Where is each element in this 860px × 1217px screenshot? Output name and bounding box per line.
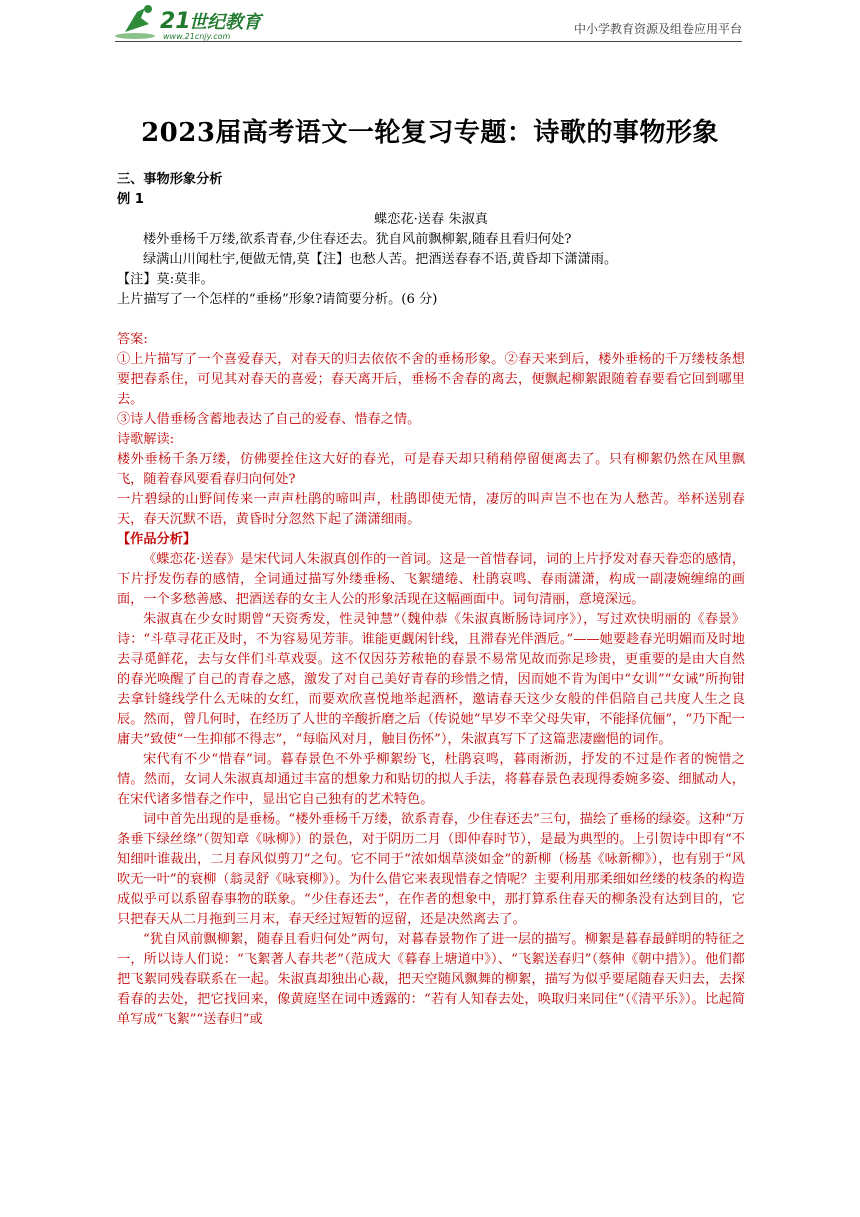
analysis-p5: “犹自风前飘柳絮，随春且看归何处”两句，对暮春景物作了进一层的描写。柳絮是暮春最鲜明的特征之一，所以诗人们说：“飞絮著人春共老”（范成大《暮春上塘道中》）、“飞絮送春归”（蔡伸《朝中措》）。他们都把飞絮同残春联系在一起。朱淑真却独出心裁，把天空随风飘舞的柳絮，描写为似乎要尾随春天归去，去探看春的去处，把它找回来，像黄庭坚在词中透露的：“若有人知春去处，唤取归来同住”（《清平乐》）。比起简单写成“飞絮”“送春归”或 [117,932,745,1027]
document-title: 2023届高考语文一轮复习专题：诗歌的事物形象 [141,118,719,148]
example-label: 例 1 [117,192,144,207]
analysis-p2: 朱淑真在少女时期曾“天资秀发，性灵钟慧”（魏仲恭《朱淑真断肠诗词序》），写过欢快明丽的《春景》诗：“斗草寻花正及时，不为容易见芳菲。谁能更觑闲针线，且滞春光伴酒卮。”——她要趁春光明媚而及时地去寻觅鲜花，去与女伴们斗草戏耍。这不仅因芬芳秾艳的春景不易常见故而弥足珍贵，更重要的是由大自然的春光唤醒了自己的青春之感，激发了对自己美好青春的珍惜之情，因而她不肯为闺中“女训”“女诫”所拘钳去拿针缝线学什么无味的女红，而要欢欣喜悦地举起酒杯，邀请春天这少女般的伴侣陪自己共度人生之良辰。然而，曾几何时，在经历了人世的辛酸折磨之后（传说她“早岁不幸父母失审，不能择伉俪”，“乃下配一庸夫”致使“一生抑郁不得志”，“每临风对月，触目伤怀”），朱淑真写下了这篇悲凄幽悒的词作。 [117,612,745,747]
answer-p1: ①上片描写了一个喜爱春天，对春天的归去依依不舍的垂杨形象。②春天来到后，楼外垂杨的千万缕枝条想要把春系住，可见其对春天的喜爱；春天离开后，垂杨不舍春的离去，便飘起柳絮跟随着春要看它回到哪里去。 [117,352,745,407]
answer-label: 答案: [117,332,148,347]
platform-name: 中小学教育资源及组卷应用平台 [573,22,742,36]
analysis-heading: 【作品分析】 [117,532,197,547]
analysis-p1: 《蝶恋花·送春》是宋代词人朱淑真创作的一首词。这是一首惜春词，词的上片抒发对春天眷恋的感情，下片抒发伤春的感情，全词通过描写外缕垂杨、飞絮缱绻、杜鹃哀鸣、春雨潇潇，构成一副凄婉缠绵的画面，一个多愁善感、把酒送春的女主人公的形象活现在这幅画面中。词句清丽，意境深远。 [117,552,745,607]
section-heading: 三、事物形象分析 [117,172,223,187]
logo-21cnjy [115,2,315,42]
interpretation-p2: 一片碧绿的山野间传来一声声杜鹃的啼叫声，杜鹃即使无情，凄厉的叫声岂不也在为人愁苦。举杯送别春天，春天沉默不语，黄昏时分忽然下起了潇潇细雨。 [117,492,745,527]
answer-p2: ③诗人借垂杨含蓄地表达了自己的爱春、惜春之情。 [117,412,421,427]
poem-note: 【注】莫:莫非。 [117,272,214,287]
question: 上片描写了一个怎样的“垂杨”形象?请简要分析。(6 分) [117,292,438,307]
poem-line-2: 绿满山川闻杜宇,便做无情,莫【注】也愁人苦。把酒送春春不语,黄昏却下潇潇雨。 [143,252,618,267]
document-body [117,170,745,1030]
svg-text:www.21cnjy.com: www.21cnjy.com [163,32,231,41]
svg-text:21: 21 [160,9,191,34]
analysis-p3: 宋代有不少“惜春”词。暮春景色不外乎柳絮纷飞，杜鹃哀鸣，暮雨淅沥，抒发的不过是作者的惋惜之情。然而，女词人朱淑真却通过丰富的想象力和贴切的拟人手法，将暮春景色表现得委婉多姿、细腻动人，在宋代诸多惜春之作中，显出它自己独有的艺术特色。 [117,752,745,807]
poem-title: 蝶恋花·送春 朱淑真 [374,212,488,227]
analysis-p4: 词中首先出现的是垂杨。“楼外垂杨千万缕，欲系青春，少住春还去”三句，描绘了垂杨的绿姿。这种“万条垂下绿丝绦”（贺知章《咏柳》）的景色，对于阴历二月（即仲春时节），是最为典型的。上引贺诗中即有“不知细叶谁裁出，二月春风似剪刀”之句。它不同于“浓如烟草淡如金”的新柳（杨基《咏新柳》），也有别于“风吹无一叶”的衰柳（翁灵舒《咏衰柳》）。为什么借它来表现惜春之情呢？主要利用那柔细如丝缕的枝条的构造成似乎可以系留春事物的联象。“少住春还去”，在作者的想象中，那打算系住春天的柳条没有达到目的，它只把春天从二月拖到三月末，春天经过短暂的逗留，还是决然离去了。 [117,812,745,927]
poem-line-1: 楼外垂杨千万缕,欲系青春,少住春还去。犹自风前飘柳絮,随春且看归何处? [143,232,572,247]
page-header [115,0,742,40]
logo-text: 世纪教育 [189,12,261,33]
interpretation-label: 诗歌解读: [117,432,175,447]
header-divider [115,41,742,42]
interpretation-p1: 楼外垂杨千条万缕，仿佛要拴住这大好的春光，可是春天却只稍稍停留便离去了。只有柳絮仍然在风里飘飞，随着春风要看春归向何处? [117,452,745,487]
